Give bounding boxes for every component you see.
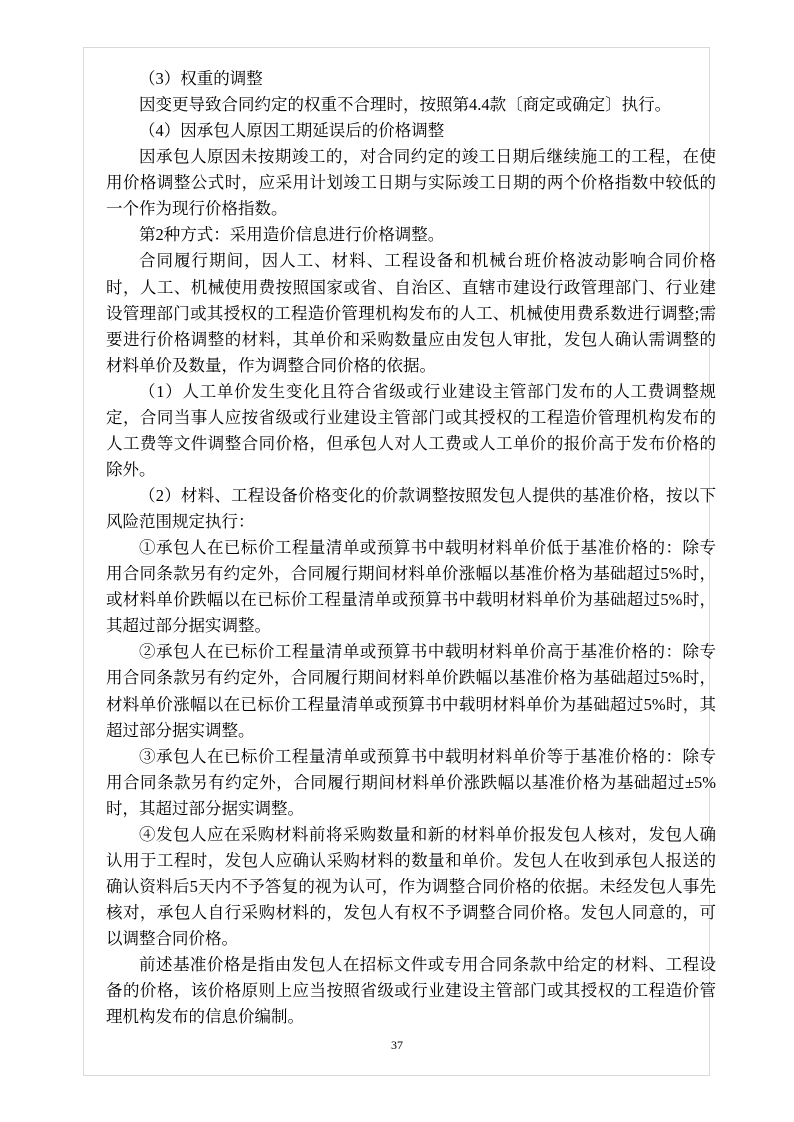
paragraph: （2）材料、工程设备价格变化的价款调整按照发包人提供的基准价格，按以下风险范围规定执行： xyxy=(106,486,716,532)
paragraph: （4）因承包人原因工期延误后的价格调整 xyxy=(139,121,445,141)
paragraph: ②承包人在已标价工程量清单或预算书中载明材料单价高于基准价格的：除专用合同条款另有约定外，合同履行期间材料单价跌幅以基准价格为基础超过5%时，材料单价涨幅以在已标价工程量清单或预算书中载明材料单价为基础超过5%时，其超过部分据实调整。 xyxy=(106,642,716,740)
paragraph: 合同履行期间，因人工、材料、工程设备和机械台班价格波动影响合同价格时，人工、机械使用费按照国家或省、自治区、直辖市建设行政管理部门、行业建设管理部门或其授权的工程造价管理机构发布的人工、机械使用费系数进行调整;需要进行价格调整的材料，其单价和采购数量应由发包人审批，发包人确认需调整的材料单价及数量，作为调整合同价格的依据。 xyxy=(106,251,716,375)
paragraph: （1）人工单价发生变化且符合省级或行业建设主管部门发布的人工费调整规定，合同当事人应按省级或行业建设主管部门或其授权的工程造价管理机构发布的人工费等文件调整合同价格，但承包人对人工费或人工单价的报价高于发布价格的除外。 xyxy=(106,381,716,479)
page-number: 37 xyxy=(391,1038,403,1052)
paragraph: ④发包人应在采购材料前将采购数量和新的材料单价报发包人核对，发包人确认用于工程时，发包人应确认采购材料的数量和单价。发包人在收到承包人报送的确认资料后5天内不予答复的视为认可，作为调整合同价格的依据。未经发包人事先核对，承包人自行采购材料的，发包人有权不予调整合同价格。发包人同意的，可以调整合同价格。 xyxy=(106,824,716,949)
paragraph: ③承包人在已标价工程量清单或预算书中载明材料单价等于基准价格的：除专用合同条款另有约定外，合同履行期间材料单价涨跌幅以基准价格为基础超过±5%时，其超过部分据实调整。 xyxy=(106,746,716,818)
paragraph: 因变更导致合同约定的权重不合理时，按照第4.4款〔商定或确定〕执行。 xyxy=(139,95,672,115)
paragraph: 第2种方式：采用造价信息进行价格调整。 xyxy=(139,225,445,245)
paragraph: （3）权重的调整 xyxy=(139,69,263,88)
document-body xyxy=(106,66,716,1030)
paragraph: ①承包人在已标价工程量清单或预算书中载明材料单价低于基准价格的：除专用合同条款另有约定外，合同履行期间材料单价涨幅以基准价格为基础超过5%时，或材料单价跌幅以在已标价工程量清单或预算书中载明材料单价为基础超过5%时，其超过部分据实调整。 xyxy=(106,538,716,636)
paragraph: 因承包人原因未按期竣工的，对合同约定的竣工日期后继续施工的工程，在使用价格调整公式时，应采用计划竣工日期与实际竣工日期的两个价格指数中较低的一个作为现行价格指数。 xyxy=(106,147,716,219)
paragraph: 前述基准价格是指由发包人在招标文件或专用合同条款中给定的材料、工程设备的价格，该价格原则上应当按照省级或行业建设主管部门或其授权的工程造价管理机构发布的信息价编制。 xyxy=(106,955,716,1027)
